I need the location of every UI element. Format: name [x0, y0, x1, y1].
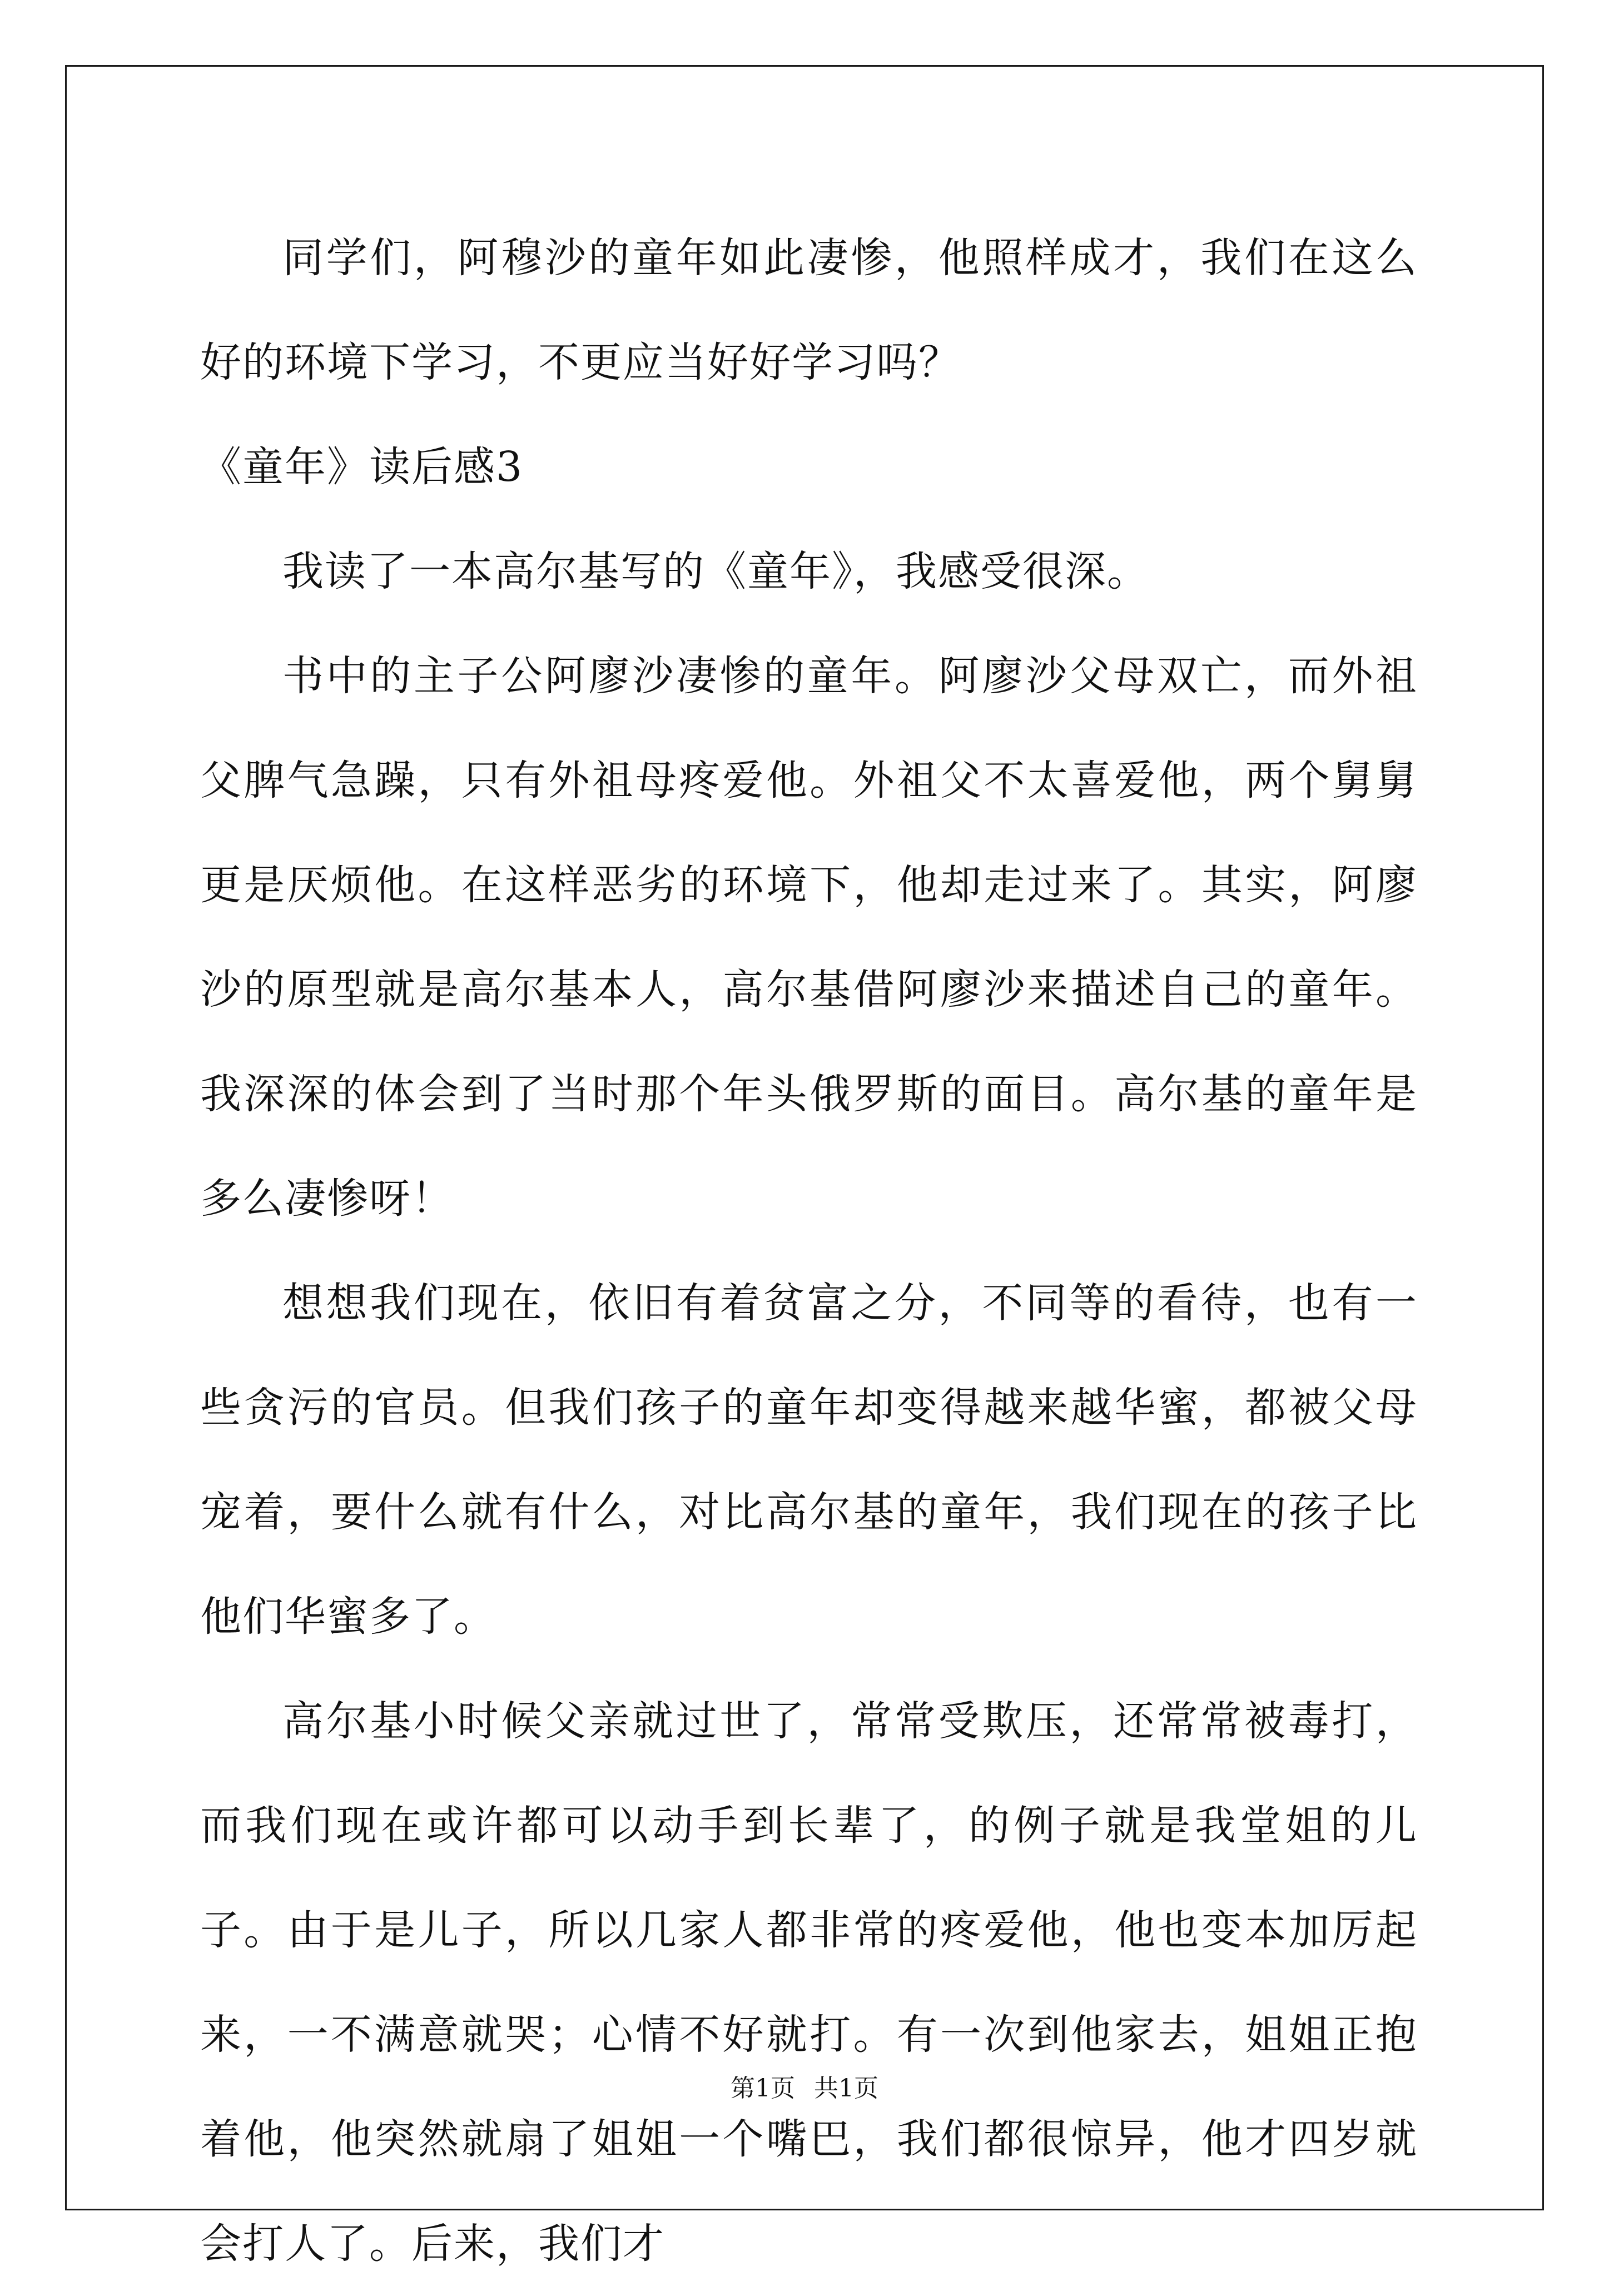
document-body [200, 206, 1418, 2296]
paragraph-4: 想想我们现在，依旧有着贫富之分，不同等的看待，也有一些贪污的官员。但我们孩子的童年却变得越来越华蜜，都被父母宠着，要什么就有什么，对比高尔基的童年，我们现在的孩子比他们华蜜多了。 [200, 1279, 1418, 1641]
page-total: 共1页 [814, 2074, 878, 2103]
paragraph-1: 同学们，阿穆沙的童年如此凄惨，他照样成才，我们在这么好的环境下学习，不更应当好好学习吗？ [200, 234, 1418, 386]
page-number: 第1页 [731, 2074, 795, 2103]
section-heading: 《童年》读后感3 [200, 443, 524, 491]
page-footer [0, 2068, 1609, 2104]
paragraph-2: 我读了一本高尔基写的《童年》，我感受很深。 [282, 548, 1149, 595]
paragraph-3: 书中的主子公阿廖沙凄惨的童年。阿廖沙父母双亡，而外祖父脾气急躁，只有外祖母疼爱他。外祖父不太喜爱他，两个舅舅更是厌烦他。在这样恶劣的环境下，他却走过来了。其实，阿廖沙的原型就是高尔基本人，高尔基借阿廖沙来描述自己的童年。我深深的体会到了当时那个年头俄罗斯的面目。高尔基的童年是多么凄惨呀！ [200, 652, 1418, 1222]
paragraph-5: 高尔基小时候父亲就过世了，常常受欺压，还常常被毒打，而我们现在或许都可以动手到长辈了，的例子就是我堂姐的儿子。由于是儿子，所以几家人都非常的疼爱他，他也变本加厉起来，一不满意就哭；心情不好就打。有一次到他家去，姐姐正抱着他，他突然就扇了姐姐一个嘴巴，我们都很惊异，他才四岁就会打人了。后来，我们才 [200, 1697, 1418, 2268]
